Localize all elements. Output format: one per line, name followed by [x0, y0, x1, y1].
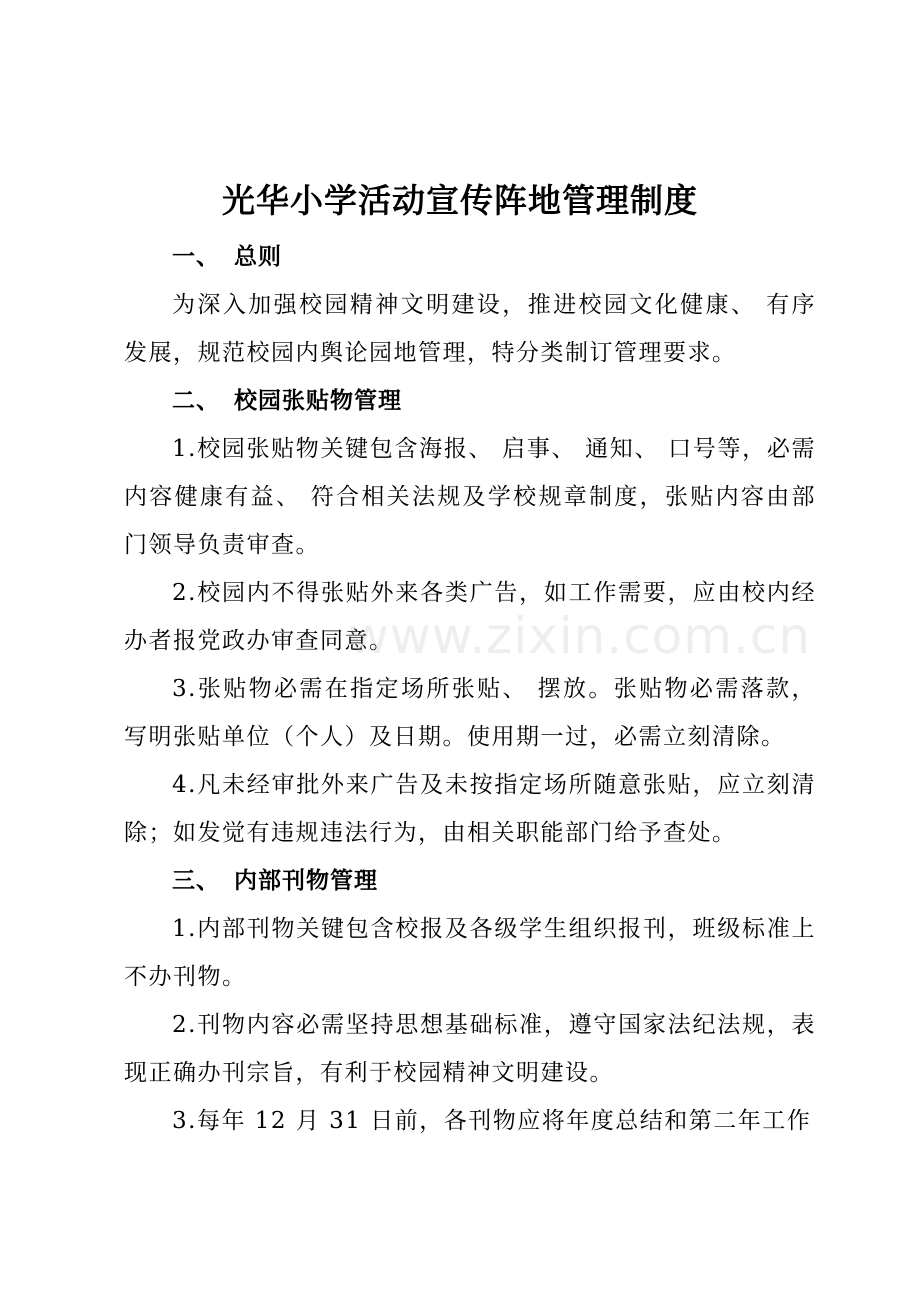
section-heading — [124, 233, 816, 281]
section-posting-management — [124, 377, 816, 857]
section-number: 三、 — [172, 868, 220, 894]
paragraph: 1.内部刊物关键包含校报及各级学生组织报刊，班级标准上不办刊物。 — [124, 916, 816, 990]
section-heading — [124, 377, 816, 425]
paragraph: 4.凡未经审批外来广告及未按指定场所随意张贴，应立刻清除；如发觉有违规违法行为，由相关职能部门给予查处。 — [124, 772, 816, 846]
section-heading-text: 总则 — [234, 244, 282, 270]
document-body — [124, 233, 816, 1145]
paragraph: 为深入加强校园精神文明建设，推进校园文化健康、 有序发展，规范校园内舆论园地管理，特分类制订管理要求。 — [124, 292, 816, 366]
document-title: 光华小学活动宣传阵地管理制度 — [222, 181, 698, 220]
section-internal-publications — [124, 857, 816, 1145]
section-general — [124, 233, 816, 377]
section-heading-text: 内部刊物管理 — [234, 868, 378, 894]
section-heading — [124, 857, 816, 905]
paragraph: 2.刊物内容必需坚持思想基础标准，遵守国家法纪法规，表现正确办刊宗旨，有利于校园精神文明建设。 — [124, 1012, 816, 1086]
section-heading-text: 校园张贴物管理 — [234, 388, 402, 414]
section-number: 二、 — [172, 388, 220, 414]
paragraph: 2.校园内不得张贴外来各类广告，如工作需要，应由校内经办者报党政办审查同意。 — [124, 580, 816, 654]
watermark: www.zixin.com.cn — [348, 607, 812, 665]
section-number: 一、 — [172, 244, 220, 270]
paragraph: 3.每年 12 月 31 日前，各刊物应将年度总结和第二年工作 — [172, 1108, 812, 1134]
paragraph: 1.校园张贴物关键包含海报、 启事、 通知、 口号等，必需内容健康有益、 符合相关法规及学校规章制度，张贴内容由部门领导负责审查。 — [124, 436, 816, 558]
paragraph: 3.张贴物必需在指定场所张贴、 摆放。张贴物必需落款，写明张贴单位（个人）及日期。使用期一过，必需立刻清除。 — [124, 676, 816, 750]
